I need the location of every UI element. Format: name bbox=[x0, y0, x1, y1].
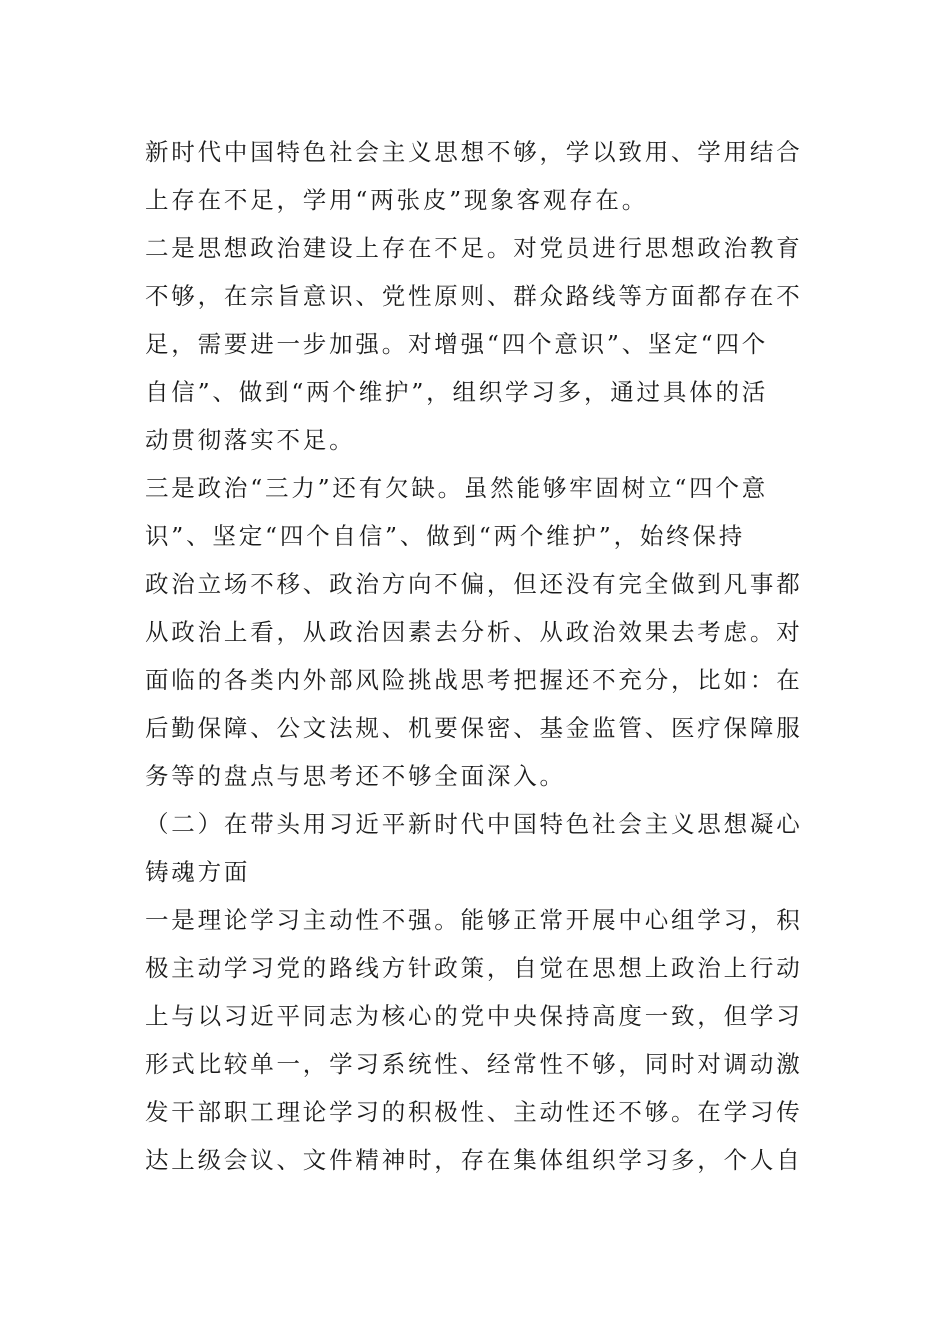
text-line: 识”、坚定“四个自信”、做到“两个维护”，始终保持 bbox=[145, 522, 746, 550]
text-line: 三是政治“三力”还有欠缺。虽然能够牢固树立“四个意 bbox=[145, 474, 769, 502]
text-line: 自信”、做到“两个维护”，组织学习多，通过具体的活 bbox=[145, 378, 769, 406]
text-line: 动贯彻落实不足。 bbox=[145, 426, 356, 454]
section-heading-line: 铸魂方面 bbox=[145, 858, 251, 886]
text-line: 达上级会议、文件精神时，存在集体组织学习多，个人自 bbox=[145, 1146, 803, 1174]
text-line: 上存在不足，学用“两张皮”现象客观存在。 bbox=[145, 186, 649, 214]
text-line: 一是理论学习主动性不强。能够正常开展中心组学习，积 bbox=[145, 906, 803, 934]
text-line: 极主动学习党的路线方针政策，自觉在思想上政治上行动 bbox=[145, 954, 803, 982]
text-line: 二是思想政治建设上存在不足。对党员进行思想政治教育 bbox=[145, 234, 803, 262]
section-heading-line: （二）在带头用习近平新时代中国特色社会主义思想凝心 bbox=[145, 810, 803, 838]
text-line: 面临的各类内外部风险挑战思考把握还不充分，比如：在 bbox=[145, 666, 803, 694]
text-line: 形式比较单一，学习系统性、经常性不够，同时对调动激 bbox=[145, 1050, 803, 1078]
text-line: 上与以习近平同志为核心的党中央保持高度一致，但学习 bbox=[145, 1002, 803, 1030]
document-body bbox=[145, 128, 809, 1184]
text-line: 不够，在宗旨意识、党性原则、群众路线等方面都存在不 bbox=[145, 282, 803, 310]
text-line: 发干部职工理论学习的积极性、主动性还不够。在学习传 bbox=[145, 1098, 803, 1126]
text-line: 足，需要进一步加强。对增强“四个意识”、坚定“四个 bbox=[145, 330, 769, 358]
text-line: 后勤保障、公文法规、机要保密、基金监管、医疗保障服 bbox=[145, 714, 803, 742]
text-line: 务等的盘点与思考还不够全面深入。 bbox=[145, 762, 566, 790]
text-line: 从政治上看，从政治因素去分析、从政治效果去考虑。对 bbox=[145, 618, 803, 646]
text-line: 政治立场不移、政治方向不偏，但还没有完全做到凡事都 bbox=[145, 570, 803, 598]
text-line: 新时代中国特色社会主义思想不够，学以致用、学用结合 bbox=[145, 138, 803, 166]
